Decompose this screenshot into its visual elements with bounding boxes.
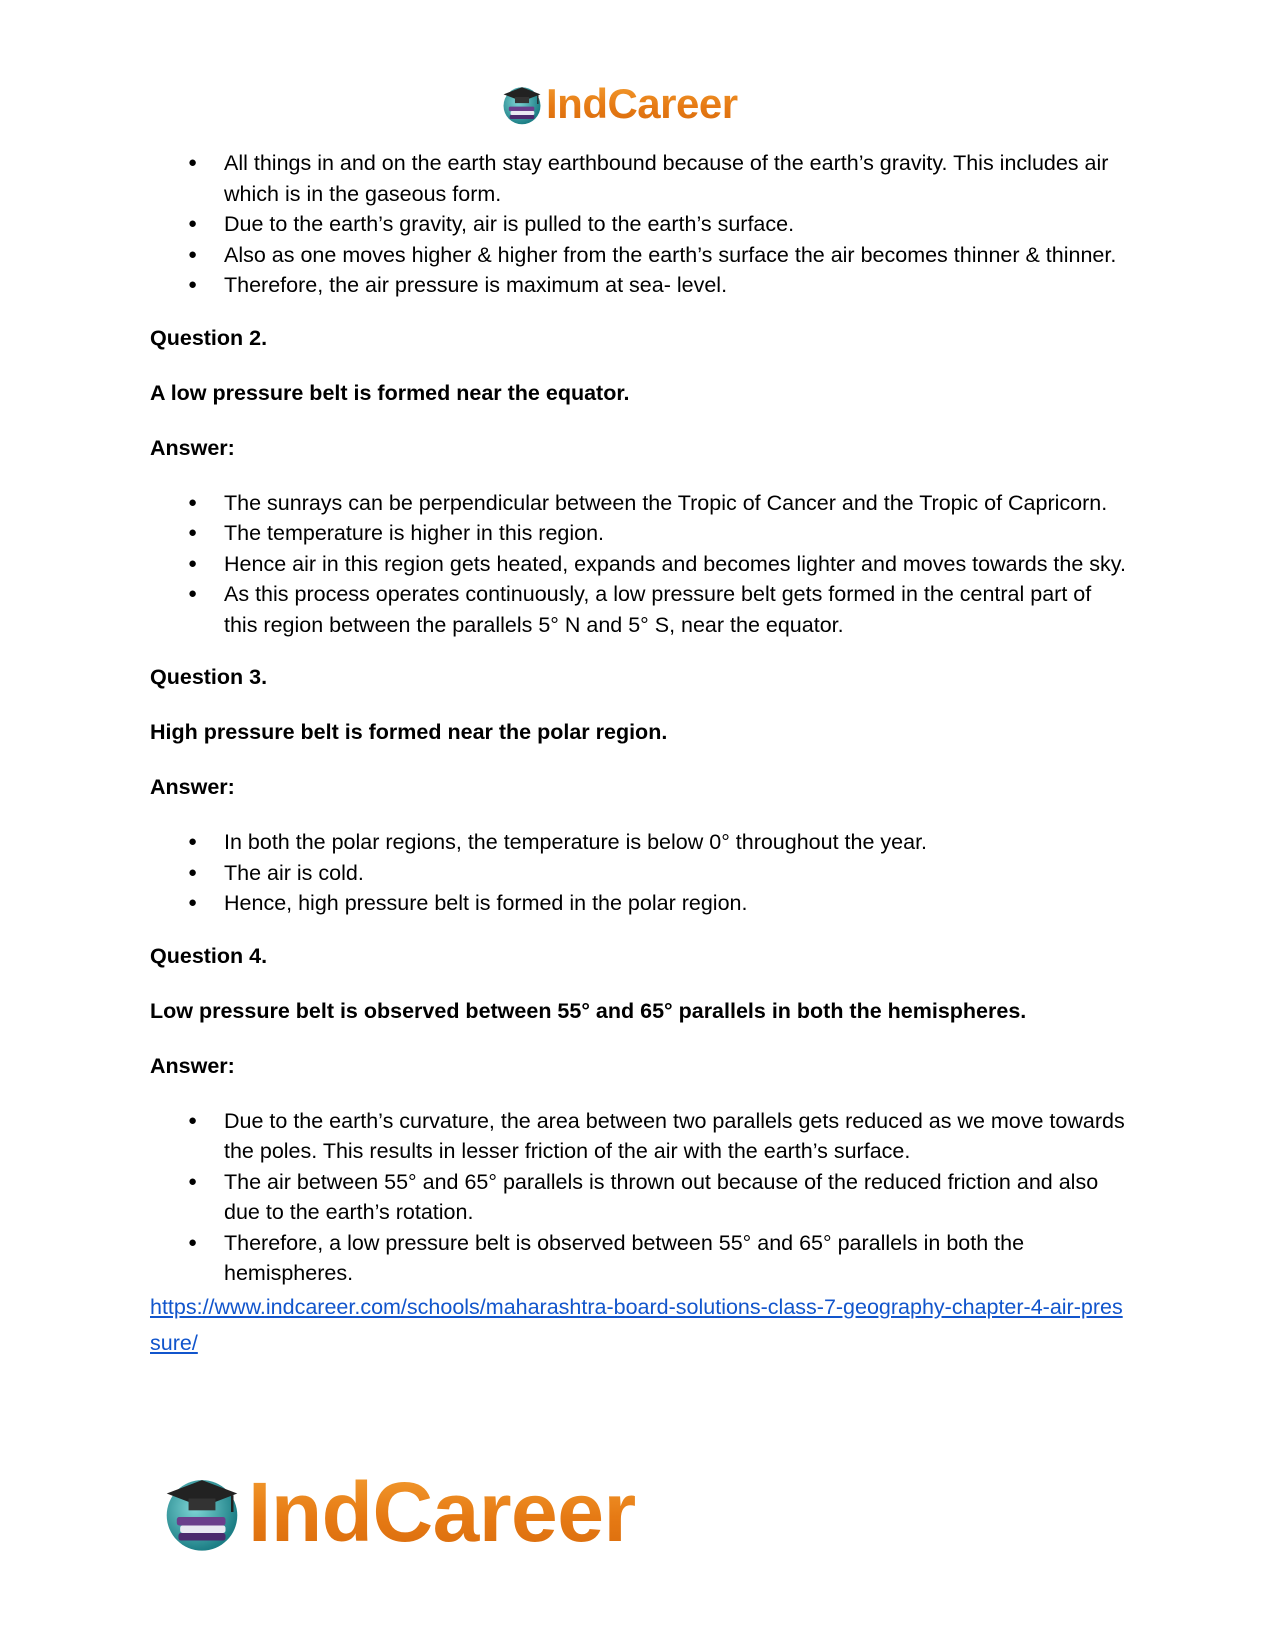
brand-name: IndCareer [248,1464,636,1559]
header-logo [500,80,738,128]
brand-name: IndCareer [546,80,738,127]
question-4-block [150,941,1130,1289]
list-item: ● The air is cold. [150,858,1130,889]
list-item: ● Therefore, a low pressure belt is observed between 55° and 65° parallels in both the hemispheres. [150,1228,1130,1289]
list-item: ● As this process operates continuously, a low pressure belt gets formed in the central part of this region between the parallels 5° N and 5° S, near the equator. [150,579,1130,640]
list-item: ● Due to the earth’s gravity, air is pulled to the earth’s surface. [150,209,1130,240]
question-3-block [150,662,1130,919]
list-item: ● The temperature is higher in this region. [150,518,1130,549]
list-item: ● In both the polar regions, the temperature is below 0° throughout the year. [150,827,1130,858]
question-statement: Low pressure belt is observed between 55° and 65° parallels in both the hemispheres. [150,998,1027,1023]
list-item: ● The air between 55° and 65° parallels is thrown out because of the reduced friction and also due to the earth’s rotation. [150,1167,1130,1228]
document-body [150,148,1130,1361]
source-link[interactable]: https://www.indcareer.com/schools/maharashtra-board-solutions-class-7-geography-chapter-4-air-pressure/ [150,1294,1123,1355]
question-statement: A low pressure belt is formed near the equator. [150,380,630,405]
list-item: ● Also as one moves higher & higher from the earth’s surface the air becomes thinner & thinner. [150,240,1130,271]
list-item: ● The sunrays can be perpendicular between the Tropic of Cancer and the Tropic of Capricorn. [150,488,1130,519]
list-item: ● Therefore, the air pressure is maximum at sea- level. [150,270,1130,301]
question-label: Question 4. [150,943,268,968]
list-item: ● Hence air in this region gets heated, expands and becomes lighter and moves towards the sky. [150,549,1130,580]
answer-label: Answer: [150,435,235,460]
answer-bullet-list [150,488,1130,641]
answer-bullet-list [150,827,1130,919]
graduation-cap-globe-books-icon [500,82,544,126]
question-statement: High pressure belt is formed near the polar region. [150,720,668,744]
question-2-block [150,323,1130,641]
list-item: ● All things in and on the earth stay earthbound because of the earth’s gravity. This includes air which is in the gaseous form. [150,148,1130,209]
graduation-cap-globe-books-icon [160,1470,244,1554]
intro-bullet-list [150,148,1130,301]
answer-label: Answer: [150,775,235,799]
answer-bullet-list [150,1106,1130,1289]
list-item: ● Due to the earth’s curvature, the area between two parallels gets reduced as we move towards the poles. This results in lesser friction of the air with the earth’s surface. [150,1106,1130,1167]
footer-logo [160,1464,636,1559]
question-label: Question 2. [150,325,268,350]
answer-label: Answer: [150,1053,235,1078]
list-item: ● Hence, high pressure belt is formed in the polar region. [150,888,1130,919]
question-label: Question 3. [150,665,268,689]
